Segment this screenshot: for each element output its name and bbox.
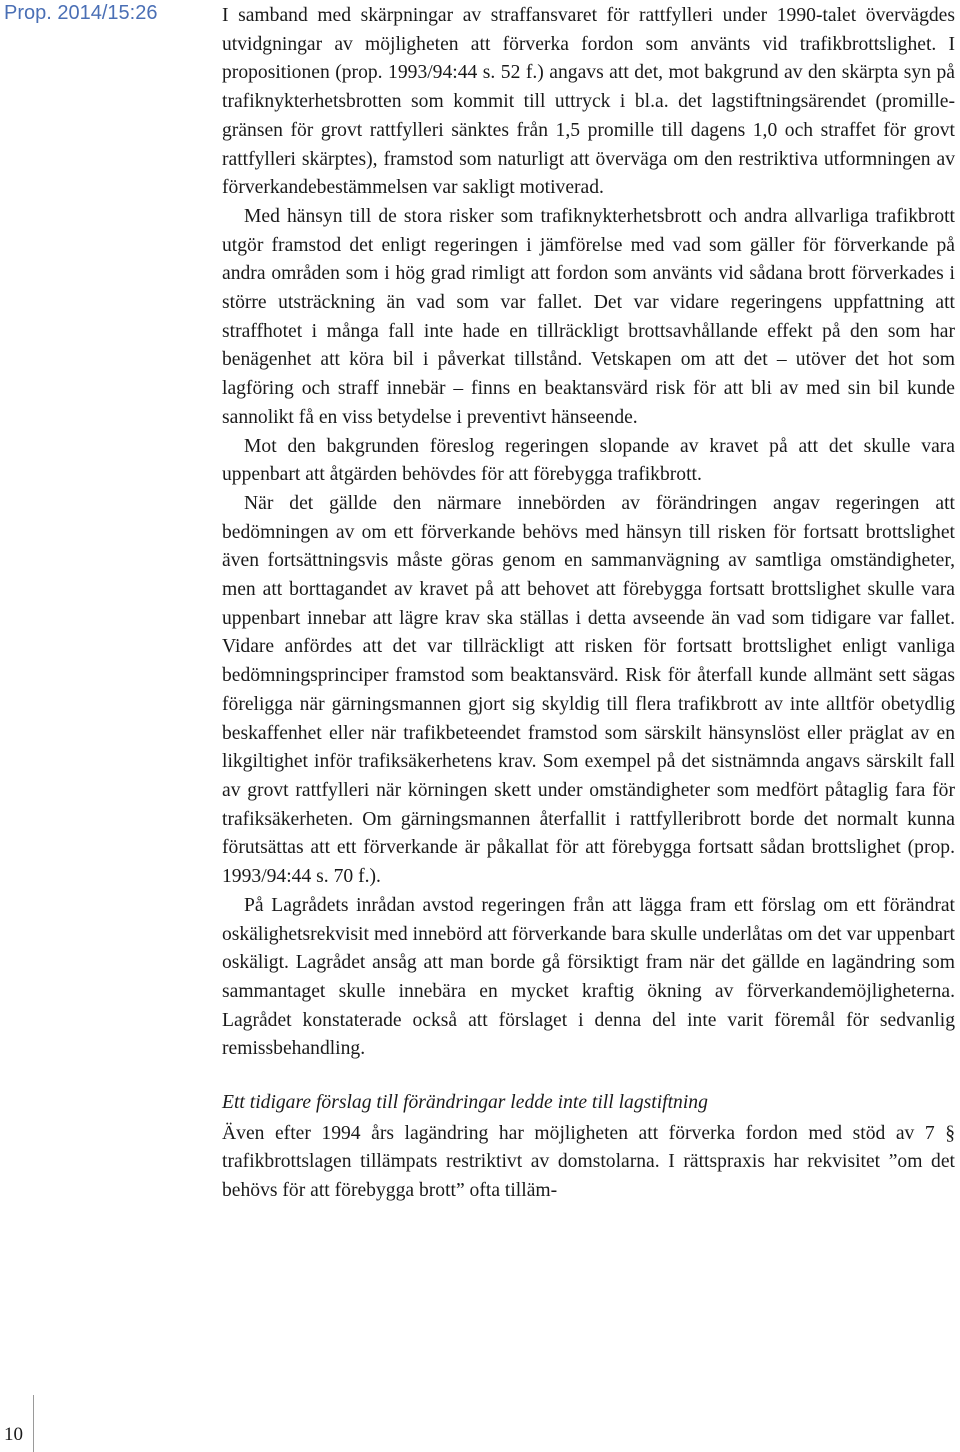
paragraph-5: På Lagrådets inrådan avstod regeringen från att lägga fram ett förslag om ett förändrat oskälighetsrekvisit med innebörd att förverkande bara skulle underlåtas om det var uppenbart oskäligt. Lagrådet ansåg att man borde gå försiktigt fram när det gällde en lagändring som sammantaget skulle innebära en mycket kraftig ökning av förverkandemöjligheterna. Lagrådet konstaterade också att förslaget i denna del inte varit föremål för sedvanlig remissbehandling. bbox=[222, 894, 955, 1060]
section-heading: Ett tidigare förslag till förändringar ledde inte till lagstiftning bbox=[222, 1092, 708, 1114]
page-number: 10 bbox=[4, 1424, 23, 1445]
paragraph-4: När det gällde den närmare innebörden av förändringen angav regeringen att bedömningen av om ett förverkande behövs med hänsyn till risken för fortsatt brottslighet även fortsättningsvis måste göras genom en sammanvägning av samtliga omständigheter, men att borttagandet av kravet på att behovet att förebygga fortsatt brottslighet skulle vara uppenbart innebar att lägre krav ska ställas i detta avseende än vad som tidigare var fallet. Vidare anfördes att det var tillräckligt att risken för fortsatt brottslighet enligt vanliga bedömningsprinciper framstod som beaktansvärd. Risk för återfall kunde allmänt sett sägas föreligga när gärningsmannen gjort sig skyldig till flera trafikbrott av inte alltför obetydlig beskaffenhet eller när trafikbeteendet framstod som särskilt hänsynslöst eller präglat av en likgiltighet inför trafiksäkerhetens krav. Som exempel på det sistnämnda angavs särskilt fall av grovt rattfylleri när körningen skett under omständigheter som medfört påtaglig fara för trafiksäkerheten. Om gärningsmannen återfallit i rattfylleribrott borde det normalt kunna förutsättas att ett förverkande är påkallat för att förebygga fortsatt sådan brottslighet (prop. 1993/94:44 s. 70 f.). bbox=[222, 492, 955, 888]
section-paragraph: Även efter 1994 års lagändring har möjligheten att förverka fordon med stöd av 7 § trafikbrottslagen tillämpats restriktivt av domstolarna. I rättspraxis har rekvisitet ”om det behövs för att förebygga brott” ofta tilläm- bbox=[222, 1122, 955, 1202]
proposition-label: Prop. 2014/15:26 bbox=[4, 2, 158, 24]
paragraph-1: I samband med skärpningar av straffansvaret för rattfylleri under 1990-talet övervägdes utvidgningar av möjligheten att förverka fordon som använts vid trafikbrottslighet. I propositionen (prop. 1993/94:44 s. 52 f.) angavs att det, mot bakgrund av den skärpta syn på trafiknykterhetsbrotten som kommit till uttryck i bl.a. det lagstiftningsärendet (promillegränsen för grovt rattfylleri sänktes från 1,5 promille till dagens 1,0 och straffet för grovt rattfylleri skärptes), framstod som naturligt att överväga om den restriktiva utformningen av förverkandebestämmelsen var sakligt motiverad. bbox=[222, 5, 955, 199]
paragraph-2: Med hänsyn till de stora risker som trafiknykterhetsbrott och andra allvarliga trafikbrott utgör framstod det enligt regeringen i jämförelse med vad som gäller för förverkande på andra områden som i hög grad rimligt att fordon som använts vid sådana brott förverkades i större utsträckning än vad som var fallet. Det var vidare regeringens uppfattning att straffhotet i många fall inte hade en tillräckligt brottsavhållande effekt på den som har benägenhet att köra bil i påverkat tillstånd. Vetskapen om att det – utöver det hot som lagföring och straff innebär – finns en beaktansvärd risk för att bli av med sin bil kunde sannolikt få en viss betydelse i preventivt hänseende. bbox=[222, 205, 955, 428]
paragraph-3: Mot den bakgrunden föreslog regeringen slopande av kravet på att det skulle vara uppenbart att åtgärden behövdes för att förebygga trafikbrott. bbox=[222, 435, 955, 486]
main-text-column bbox=[222, 2, 955, 1206]
